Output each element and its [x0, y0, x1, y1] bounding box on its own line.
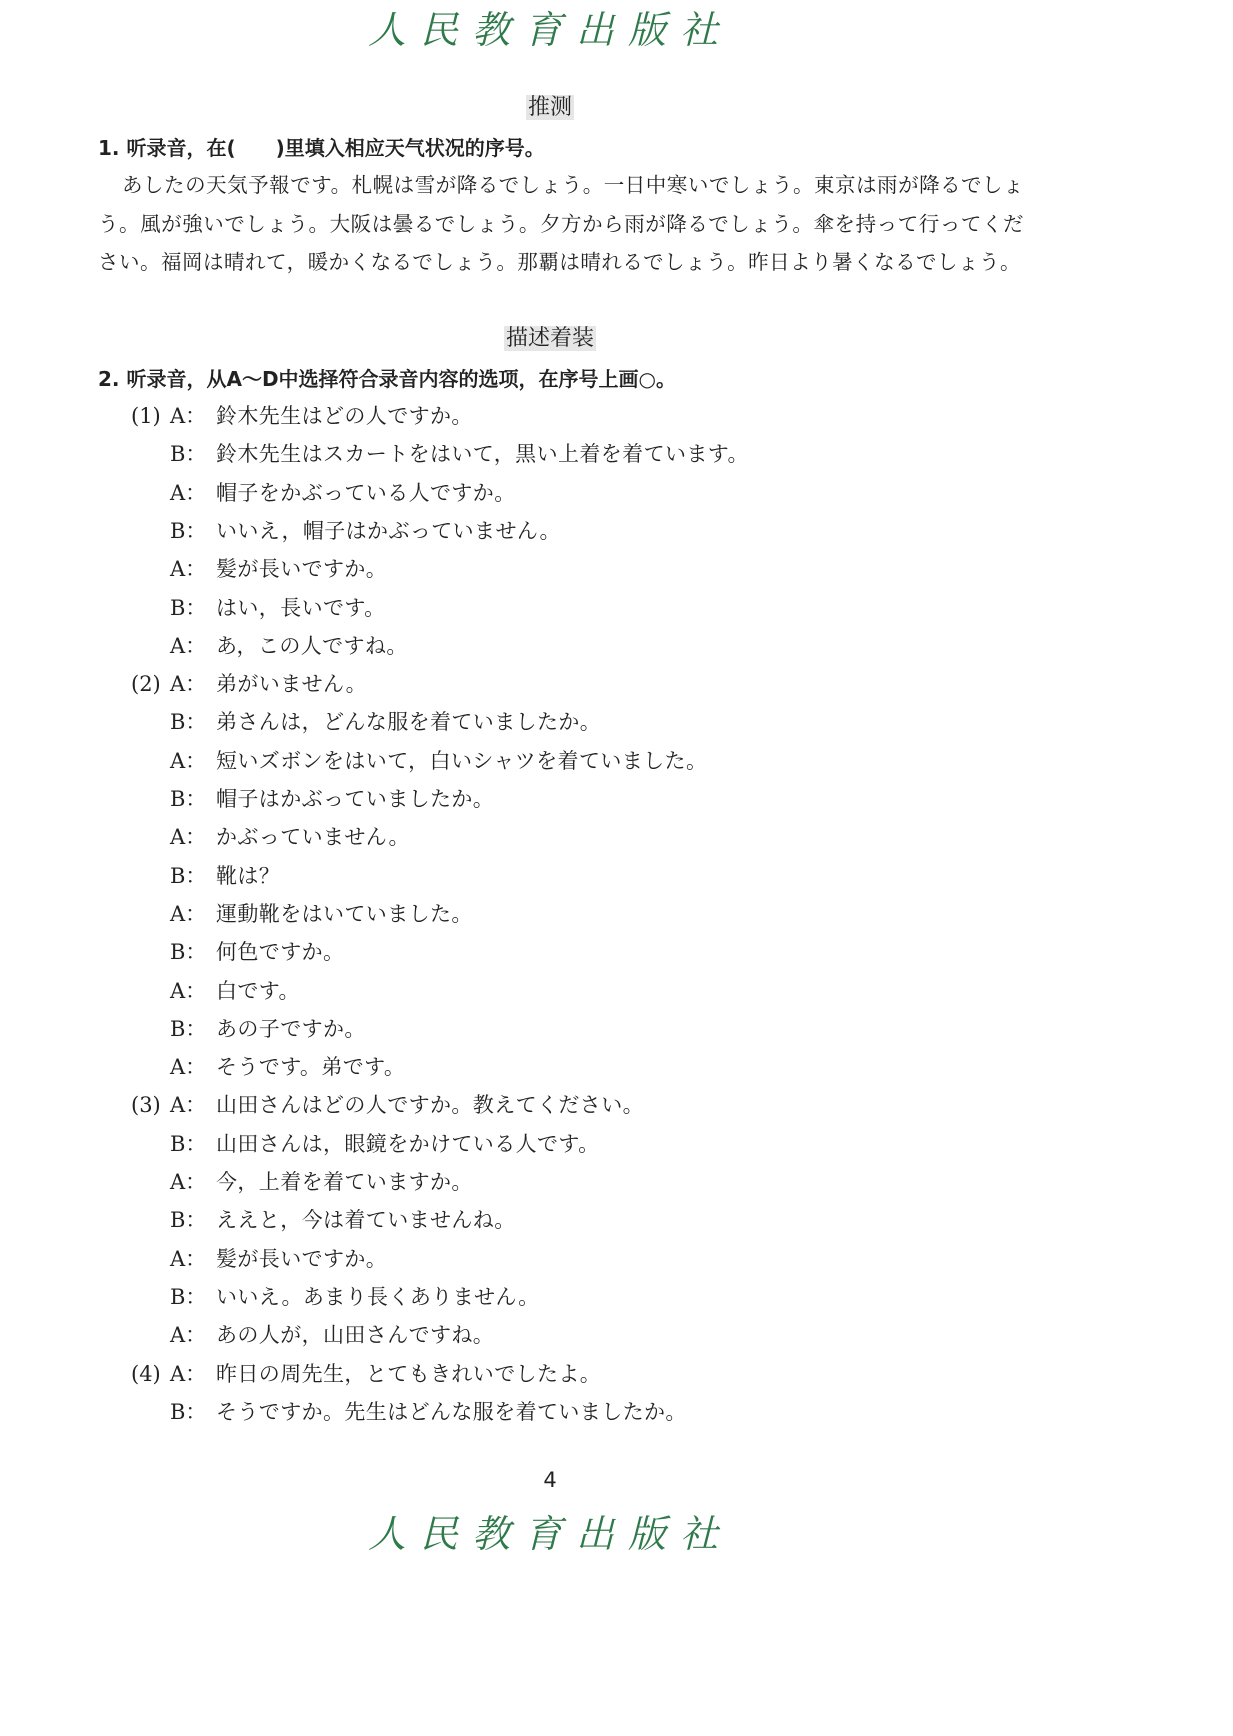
question-2-prompt: 2. 听录音，从A～D中选择符合录音内容的选项，在序号上画○。 — [98, 367, 677, 391]
dialogue-line — [0, 1167, 1100, 1197]
dialogue-text: 短いズボンをはいて，白いシャツを着ていました。 — [216, 748, 708, 773]
dialogue-line — [0, 746, 1100, 776]
dialogue-line — [0, 937, 1100, 967]
dialogue-text: 白です。 — [216, 978, 300, 1003]
speaker-label: B： — [170, 710, 207, 735]
dialogue-text: 山田さんは，眼鏡をかけている人です。 — [216, 1131, 600, 1156]
dialogue-text: 運動靴をはいていました。 — [216, 901, 473, 926]
dialogue-text: 靴は？ — [216, 863, 281, 888]
dialogue-number: (1) — [131, 404, 161, 428]
dialogue-line — [0, 1052, 1100, 1082]
dialogue-line — [0, 1205, 1100, 1235]
dialogue-text: 鈴木先生はどの人ですか。 — [216, 404, 473, 428]
dialogue-line — [0, 1282, 1100, 1312]
dialogue-line — [0, 1320, 1100, 1350]
dialogue-text: ええと，今は着ていませんね。 — [216, 1208, 516, 1233]
dialogue-line — [0, 1014, 1100, 1044]
question-1-prompt: 1. 听录音，在( )里填入相应天气状况的序号。 — [98, 136, 545, 160]
dialogue-line — [0, 439, 1100, 469]
speaker-label: A： — [170, 1055, 207, 1080]
dialogue-line — [0, 1129, 1100, 1159]
publisher-logo-top: 人民教育出版社 — [367, 8, 732, 52]
speaker-label: B： — [170, 1284, 207, 1309]
speaker-label: B： — [170, 1399, 207, 1424]
speaker-label: B： — [170, 595, 207, 620]
speaker-label: B： — [170, 940, 207, 965]
dialogue-line — [0, 1244, 1100, 1274]
speaker-label: A： — [170, 480, 207, 505]
dialogue-line — [0, 1359, 1100, 1389]
speaker-label: A： — [170, 901, 207, 926]
dialogue-line — [0, 1397, 1100, 1427]
dialogue-line — [0, 631, 1100, 661]
speaker-label: A： — [170, 978, 207, 1003]
speaker-label: A： — [170, 633, 207, 658]
dialogue-text: そうです。弟です。 — [216, 1055, 406, 1080]
speaker-label: A： — [170, 1170, 207, 1194]
speaker-label: B： — [170, 518, 207, 543]
speaker-label: A： — [170, 557, 207, 582]
dialogue-text: 弟がいません。 — [216, 672, 368, 697]
speaker-label: A： — [170, 404, 207, 428]
dialogue-text: そうですか。先生はどんな服を着ていましたか。 — [216, 1399, 687, 1424]
dialogue-line — [0, 861, 1100, 891]
dialogue-text: 何色ですか。 — [216, 940, 345, 965]
dialogue-text: はい，長いです。 — [216, 595, 386, 620]
speaker-label: A： — [170, 672, 207, 697]
speaker-label: B： — [170, 863, 207, 888]
dialogue-line — [0, 976, 1100, 1006]
dialogue-line — [0, 784, 1100, 814]
dialogue-line — [0, 554, 1100, 584]
speaker-label: A： — [170, 748, 207, 773]
section-title-inference: 推测 — [527, 95, 572, 120]
dialogue-text: 髪が長いですか。 — [216, 1246, 388, 1271]
dialogue-line — [0, 899, 1100, 929]
page-number: 4 — [543, 1468, 557, 1492]
dialogue-text: 髪が長いですか。 — [216, 557, 388, 582]
dialogue-line — [0, 401, 1100, 431]
dialogue-line — [0, 707, 1100, 737]
speaker-label: A： — [170, 1246, 207, 1271]
dialogue-number: (2) — [131, 672, 161, 697]
publisher-logo-bottom: 人民教育出版社 — [367, 1512, 732, 1556]
section-title-clothing: 描述着装 — [505, 326, 594, 351]
dialogue-line — [0, 669, 1100, 699]
dialogue-line — [0, 593, 1100, 623]
dialogue-text: あの子ですか。 — [216, 1016, 366, 1041]
dialogue-text: 山田さんはどの人ですか。教えてください。 — [216, 1093, 644, 1118]
dialogue-text: 鈴木先生はスカートをはいて，黒い上着を着ています。 — [216, 442, 749, 467]
dialogue-line — [0, 516, 1100, 546]
dialogue-line — [0, 822, 1100, 852]
dialogue-text: 昨日の周先生，とてもきれいでしたよ。 — [216, 1361, 602, 1386]
speaker-label: B： — [170, 1208, 207, 1233]
speaker-label: A： — [170, 1093, 207, 1118]
dialogue-text: 今，上着を着ていますか。 — [216, 1170, 473, 1194]
dialogue-text: 弟さんは，どんな服を着ていましたか。 — [216, 710, 602, 735]
speaker-label: B： — [170, 787, 207, 811]
dialogue-text: 帽子をかぶっている人ですか。 — [216, 480, 516, 505]
speaker-label: B： — [170, 1131, 207, 1156]
speaker-label: B： — [170, 1016, 207, 1041]
dialogue-line — [0, 1090, 1100, 1120]
speaker-label: A： — [170, 1323, 207, 1348]
weather-forecast-passage: あしたの天気予報です。札幌は雪が降るでしょう。一日中寒いでしょう。東京は雨が降るでしょう。風が強いでしょう。大阪は曇るでしょう。夕方から雨が降るでしょう。傘を持って行ってください。福岡は晴れて，暖かくなるでしょう。那覇は晴れるでしょう。昨日より暑くなるでしょう。 — [98, 173, 1024, 274]
speaker-label: A： — [170, 825, 207, 850]
dialogue-text: あ，この人ですね。 — [216, 633, 408, 658]
dialogue-text: あの人が，山田さんですね。 — [216, 1323, 495, 1348]
dialogue-text: かぶっていません。 — [216, 825, 410, 850]
dialogue-number: (4) — [131, 1361, 161, 1386]
speaker-label: A： — [170, 1361, 207, 1386]
dialogue-text: 帽子はかぶっていましたか。 — [216, 787, 495, 811]
speaker-label: B： — [170, 442, 207, 467]
dialogue-line — [0, 478, 1100, 508]
dialogue-number: (3) — [131, 1093, 161, 1118]
dialogue-text: いいえ。あまり長くありません。 — [216, 1284, 540, 1309]
dialogue-text: いいえ，帽子はかぶっていません。 — [216, 518, 561, 543]
